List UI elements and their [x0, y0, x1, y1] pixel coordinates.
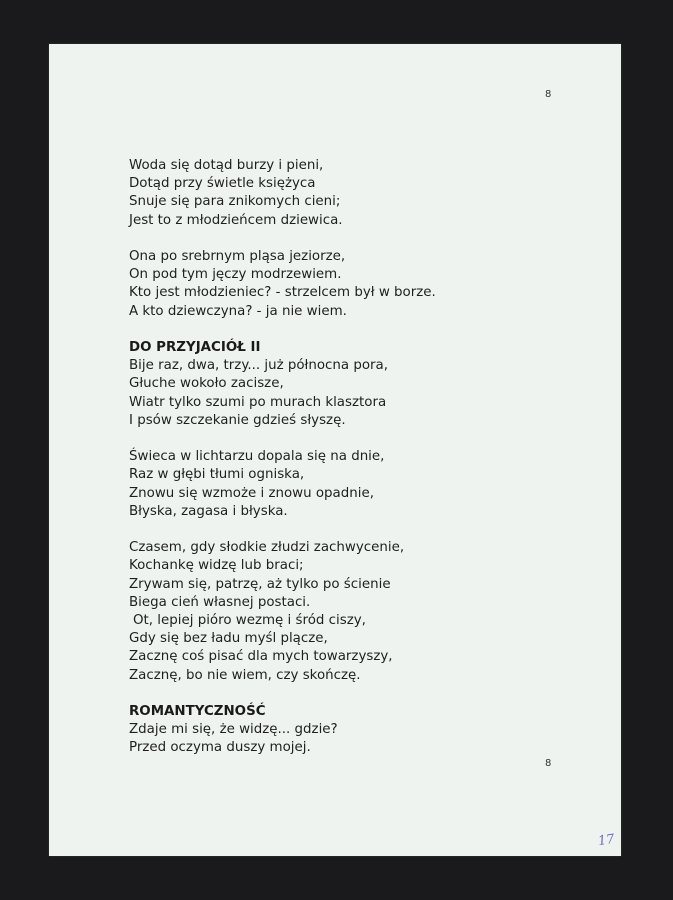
stanza-gap	[129, 321, 589, 339]
poem-line: Gdy się bez ładu myśl plącze,	[129, 631, 328, 647]
poem-line: Woda się dotąd burzy i pieni,	[129, 158, 324, 173]
poem-line: Zacznę coś pisać dla mych towarzyszy,	[129, 649, 393, 665]
poem-text-block	[129, 157, 589, 758]
poem-line: Zdaje mi się, że widzę... gdzie?	[129, 722, 338, 738]
poem-line: On pod tym jęczy modrzewiem.	[129, 267, 342, 283]
poem-line: Czasem, gdy słodkie złudzi zachwycenie,	[129, 540, 405, 556]
document-page	[49, 44, 621, 856]
stanza-gap	[129, 230, 589, 248]
stanza-gap	[129, 685, 589, 703]
page-number-top: 8	[545, 89, 552, 100]
poem-line: Ot, lepiej pióro wezmę i śród ciszy,	[133, 613, 366, 629]
poem-line: Biega cień własnej postaci.	[129, 594, 311, 610]
poem-line: Zrywam się, patrzę, aż tylko po ścienie	[129, 576, 391, 592]
poem-line: Dotąd przy świetle księżyca	[129, 176, 316, 192]
poem-line: Głuche wokoło zacisze,	[129, 376, 284, 392]
poem-line: Błyska, zagasa i błyska.	[129, 503, 288, 519]
poem-line: Zacznę, bo nie wiem, czy skończę.	[129, 667, 361, 683]
poem-line: Znowu się wzmoże i znowu opadnie,	[129, 485, 374, 501]
poem-line: Kto jest młodzieniec? - strzelcem był w borze.	[129, 285, 436, 301]
poem-line: Kochankę widzę lub braci;	[129, 558, 304, 574]
poem-title: ROMANTYCZNOŚĆ	[129, 704, 266, 720]
stanza-gap	[129, 430, 589, 448]
poem-line: A kto dziewczyna? - ja nie wiem.	[129, 303, 347, 319]
page-number-bottom: 8	[545, 758, 552, 769]
poem-line: I psów szczekanie gdzieś słyszę.	[129, 412, 346, 428]
poem-line: Jest to z młodzieńcem dziewica.	[129, 212, 343, 228]
poem-line: Snuje się para znikomych cieni;	[129, 194, 341, 210]
poem-line: Raz w głębi tłumi ogniska,	[129, 467, 305, 483]
poem-line: Bije raz, dwa, trzy... już północna pora,	[129, 358, 389, 374]
poem-line: Ona po srebrnym pląsa jeziorze,	[129, 249, 346, 264]
poem-line: Świeca w lichtarzu dopala się na dnie,	[129, 449, 385, 465]
handwritten-page-mark: 17	[597, 831, 616, 850]
poem-title: DO PRZYJACIÓŁ II	[129, 340, 261, 355]
poem-line: Wiatr tylko szumi po murach klasztora	[129, 394, 387, 410]
poem-line: Przed oczyma duszy mojej.	[129, 740, 311, 756]
stanza-gap	[129, 521, 589, 539]
